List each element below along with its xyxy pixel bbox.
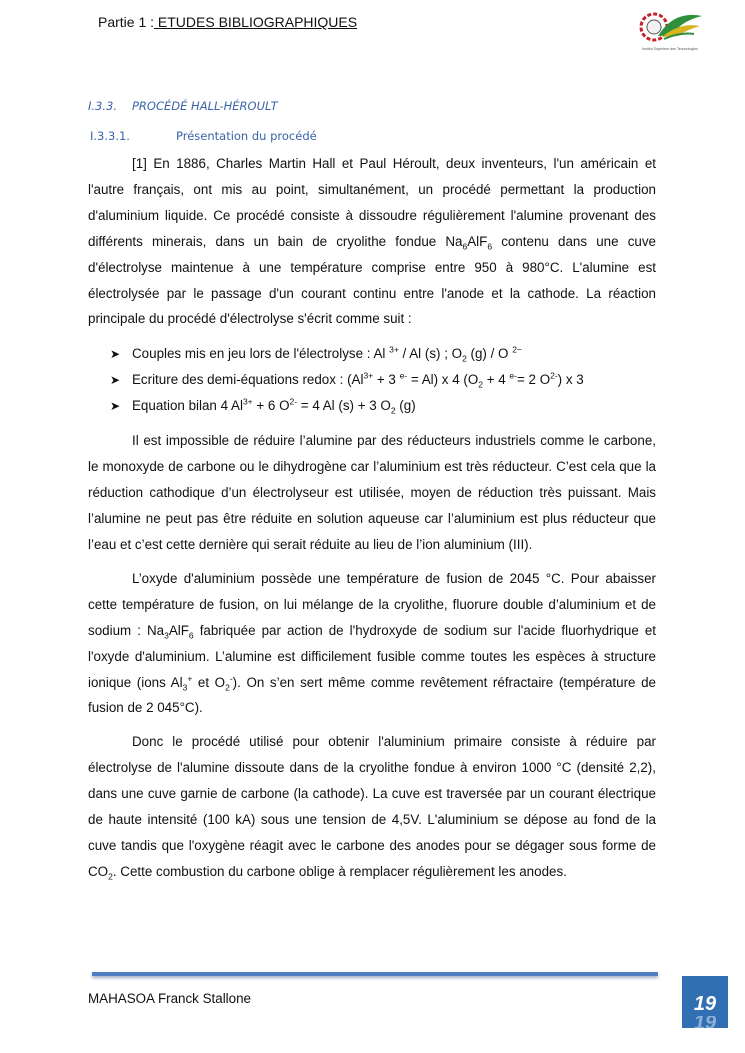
institution-logo-icon	[634, 6, 706, 52]
subsection-heading: I.3.3.1. Présentation du procédé	[90, 129, 317, 143]
body-text	[88, 151, 656, 885]
section-heading: I.3.3. PROCÉDÉ HALL-HÉROULT	[88, 99, 278, 113]
part-title: ETUDES BIBLIOGRAPHIQUES	[154, 14, 358, 30]
footer-divider	[92, 972, 658, 976]
arrow-bullet-icon: ➤	[110, 347, 121, 362]
list-item: ➤ Couples mis en jeu lors de l'électrolyse : Al $^{3+}$ / Al (s) ; $O_2$ (g) / O $^{2-}$	[88, 341, 656, 367]
list-item: ➤ Equation bilan 4 $Al^{3+} + 6$ $O^{2-} = 4$ Al (s) + 3 $O_2$ (g)	[88, 393, 656, 419]
page-header: Partie 1 : ETUDES BIBLIOGRAPHIQUES	[98, 14, 358, 30]
footer-author: MAHASOA Franck Stallone	[88, 991, 251, 1006]
svg-text:Institut Supérieur des Technol: Institut Supérieur des Technologies	[642, 47, 698, 51]
paragraph-intro: [1] En 1886, Charles Martin Hall et Paul Héroult, deux inventeurs, l'un américain et l'autre français, ont mis au point, simultanément, un procédé permettant la production d'aluminium liquide. Ce procédé consiste à dissoudre régulièrement l'alumine provenant des différents minerais, dans un bain de cryolithe fondue $Na_6AlF_6$ contenu dans une cuve d'électrolyse maintenue à une température comprise entre 950 à 980°C. L'alumine est électrolysée par le passage d'un courant continu entre l'anode et la cathode. La réaction principale du procédé d'électrolyse s'écrit comme suit :	[88, 156, 657, 327]
reaction-list	[88, 341, 656, 419]
list-item: ➤ Ecriture des demi-équations redox : ($Al^{3+} + 3$ $^{e-}$ = Al) x 4 ($O_2 + 4$ $^{e-}$= 2 $O^{2-}$) x 3	[88, 367, 656, 393]
arrow-bullet-icon: ➤	[110, 399, 121, 414]
arrow-bullet-icon: ➤	[110, 373, 121, 388]
page-number: 19 19	[682, 976, 728, 1028]
paragraph-fusion: L’oxyde d'aluminium possède une température de fusion de 2045 °C. Pour abaisser cette température de fusion, on lui mélange de la cryolithe, fluorure double d’aluminium et de sodium : $Na_3AlF_6$ fabriquée par action de l'hydroxyde de sodium sur l'acide fluorhydrique et l'oxyde d'aluminium. L’alumine est difficilement fusible comme toutes les espèces à structure ionique (ions $Al_3^+$ et $O_2^-$). On s’en sert même comme revêtement réfractaire (température de fusion de 2 045°C).	[88, 570, 657, 716]
paragraph-process: Donc le procédé utilisé pour obtenir l'aluminium primaire consiste à réduire par électrolyse de l'alumine dissoute dans de la cryolithe fondue à environ 1000 °C (densité 2,2), dans une cuve garnie de carbone (la cathode). La cuve est traversée par un courant électrique de haute intensité (100 kA) sous une tension de 4,5V. L'aluminium se dépose au fond de la cuve tandis que l'oxygène réagit avec le carbone des anodes pour se dégager sous forme de $CO_2$. Cette combustion du carbone oblige à remplacer régulièrement les anodes.	[88, 734, 656, 882]
paragraph-reduction: Il est impossible de réduire l’alumine par des réducteurs industriels comme le carbone, le monoxyde de carbone ou le dihydrogène car l’aluminium est très réducteur. C’est cela que la réduction cathodique d’un électrolyseur est utilisée, moyen de réduction très puissant. Mais l’alumine ne peut pas être réduite en solution aqueuse car l’aluminium est plus réducteur que l’eau et c’est cette dernière qui serait réduite au lieu de l’ion aluminium (III).	[88, 433, 656, 552]
